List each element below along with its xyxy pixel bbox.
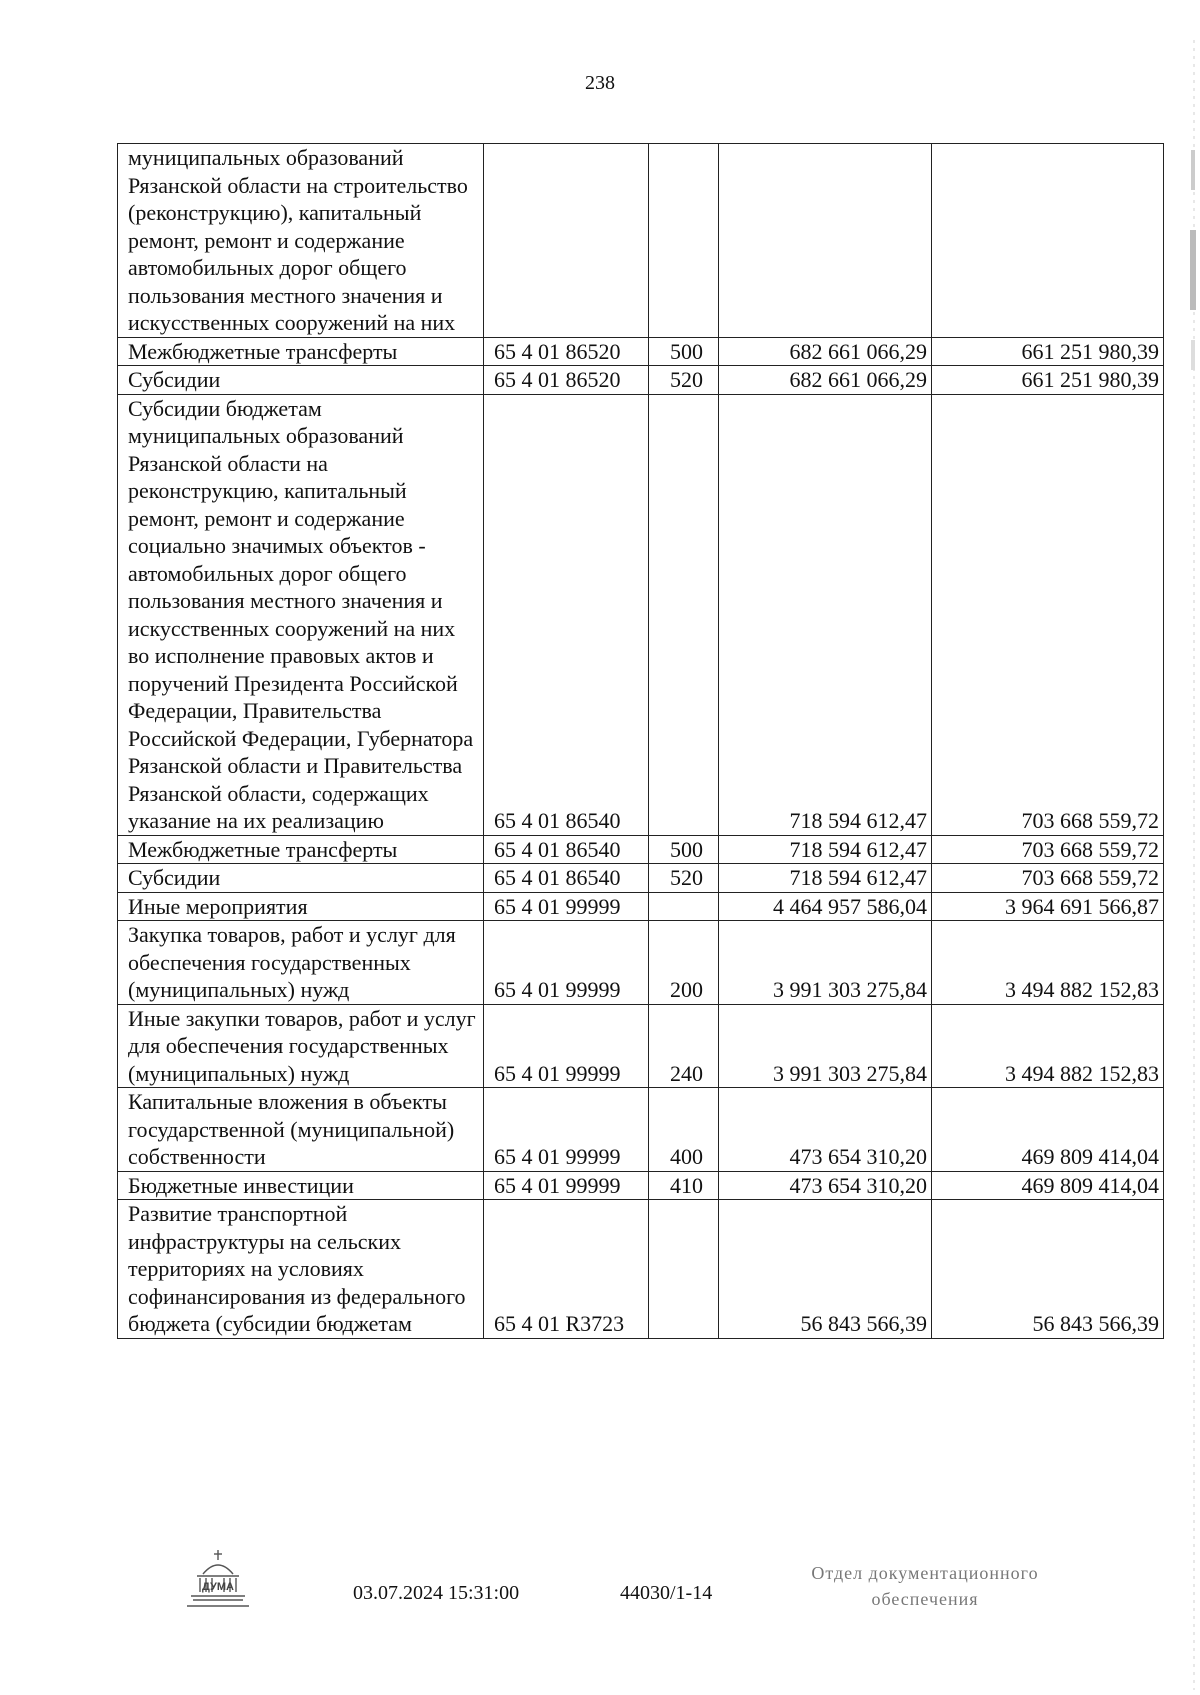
row-code: 65 4 01 99999 <box>484 892 649 921</box>
row-sum1: 718 594 612,47 <box>719 394 932 835</box>
row-name: Иные закупки товаров, работ и услуг для обеспечения государственных (муниципальных) нужд <box>118 1004 484 1088</box>
scan-edge-decoration <box>1186 0 1200 1695</box>
row-sum1 <box>719 144 932 338</box>
row-code: 65 4 01 99999 <box>484 1171 649 1200</box>
budget-table <box>117 143 1164 1339</box>
table-row <box>118 1004 1164 1088</box>
row-type: 520 <box>649 366 719 395</box>
row-name: Субсидии <box>118 366 484 395</box>
row-type <box>649 144 719 338</box>
row-type <box>649 394 719 835</box>
row-sum2: 3 494 882 152,83 <box>932 1004 1164 1088</box>
row-type <box>649 892 719 921</box>
row-code: 65 4 01 R3723 <box>484 1200 649 1339</box>
row-name: Иные мероприятия <box>118 892 484 921</box>
table-row <box>118 337 1164 366</box>
row-sum2: 469 809 414,04 <box>932 1171 1164 1200</box>
row-sum1: 3 991 303 275,84 <box>719 1004 932 1088</box>
row-sum1: 718 594 612,47 <box>719 864 932 893</box>
department-stamp <box>775 1560 1075 1612</box>
row-sum1: 4 464 957 586,04 <box>719 892 932 921</box>
row-code: 65 4 01 86540 <box>484 864 649 893</box>
table-row <box>118 892 1164 921</box>
logo-text: ДУМА <box>202 1581 234 1593</box>
row-sum2: 3 494 882 152,83 <box>932 921 1164 1005</box>
duma-logo-icon <box>183 1546 253 1612</box>
row-name: Бюджетные инвестиции <box>118 1171 484 1200</box>
table-row <box>118 921 1164 1005</box>
row-type: 410 <box>649 1171 719 1200</box>
row-sum2: 661 251 980,39 <box>932 337 1164 366</box>
row-code: 65 4 01 99999 <box>484 921 649 1005</box>
row-sum2 <box>932 144 1164 338</box>
row-code: 65 4 01 86540 <box>484 835 649 864</box>
row-sum2: 469 809 414,04 <box>932 1088 1164 1172</box>
page-number: 238 <box>585 72 615 94</box>
row-code: 65 4 01 86520 <box>484 366 649 395</box>
row-sum1: 473 654 310,20 <box>719 1088 932 1172</box>
stamp-line2: обеспечения <box>871 1589 979 1609</box>
row-type: 520 <box>649 864 719 893</box>
row-name: Межбюджетные трансферты <box>118 835 484 864</box>
table-row <box>118 864 1164 893</box>
table-row <box>118 394 1164 835</box>
table-row <box>118 144 1164 338</box>
row-code <box>484 144 649 338</box>
row-type <box>649 1200 719 1339</box>
row-type: 500 <box>649 835 719 864</box>
row-sum1: 682 661 066,29 <box>719 366 932 395</box>
row-type: 500 <box>649 337 719 366</box>
row-name: Развитие транспортной инфраструктуры на сельских территориях на условиях софинансирования из федерального бюджета (субсидии бюджетам <box>118 1200 484 1339</box>
row-code: 65 4 01 99999 <box>484 1004 649 1088</box>
table-row <box>118 835 1164 864</box>
row-name: Закупка товаров, работ и услуг для обеспечения государственных (муниципальных) нужд <box>118 921 484 1005</box>
row-type: 200 <box>649 921 719 1005</box>
row-sum2: 3 964 691 566,87 <box>932 892 1164 921</box>
footer-reg-number: 44030/1-14 <box>620 1582 713 1604</box>
row-sum2: 56 843 566,39 <box>932 1200 1164 1339</box>
row-sum1: 682 661 066,29 <box>719 337 932 366</box>
row-type: 240 <box>649 1004 719 1088</box>
row-name: Капитальные вложения в объекты государственной (муниципальной) собственности <box>118 1088 484 1172</box>
row-type: 400 <box>649 1088 719 1172</box>
row-sum2: 661 251 980,39 <box>932 366 1164 395</box>
row-sum1: 3 991 303 275,84 <box>719 921 932 1005</box>
row-sum2: 703 668 559,72 <box>932 394 1164 835</box>
row-sum1: 718 594 612,47 <box>719 835 932 864</box>
table-row <box>118 1200 1164 1339</box>
row-code: 65 4 01 86520 <box>484 337 649 366</box>
row-sum2: 703 668 559,72 <box>932 864 1164 893</box>
row-name: Межбюджетные трансферты <box>118 337 484 366</box>
row-name: муниципальных образований Рязанской области на строительство (реконструкцию), капитальный ремонт, ремонт и содержание автомобильных дорог общего пользования местного значения и искусственных сооружений на них <box>118 144 484 338</box>
row-code: 65 4 01 86540 <box>484 394 649 835</box>
row-code: 65 4 01 99999 <box>484 1088 649 1172</box>
row-name: Субсидии бюджетам муниципальных образований Рязанской области на реконструкцию, капитальный ремонт, ремонт и содержание социально значимых объектов - автомобильных дорог общего пользования местного значения и искусственных сооружений на них во исполнение правовых актов и поручений Президента Российской Федерации, Правительства Российской Федерации, Губернатора Рязанской области и Правительства Рязанской области, содержащих указание на их реализацию <box>118 394 484 835</box>
row-sum1: 473 654 310,20 <box>719 1171 932 1200</box>
table-row <box>118 366 1164 395</box>
table-row <box>118 1088 1164 1172</box>
row-name: Субсидии <box>118 864 484 893</box>
table-row <box>118 1171 1164 1200</box>
stamp-line1: Отдел документационного <box>811 1563 1039 1583</box>
footer-datetime: 03.07.2024 15:31:00 <box>353 1582 520 1604</box>
row-sum2: 703 668 559,72 <box>932 835 1164 864</box>
row-sum1: 56 843 566,39 <box>719 1200 932 1339</box>
